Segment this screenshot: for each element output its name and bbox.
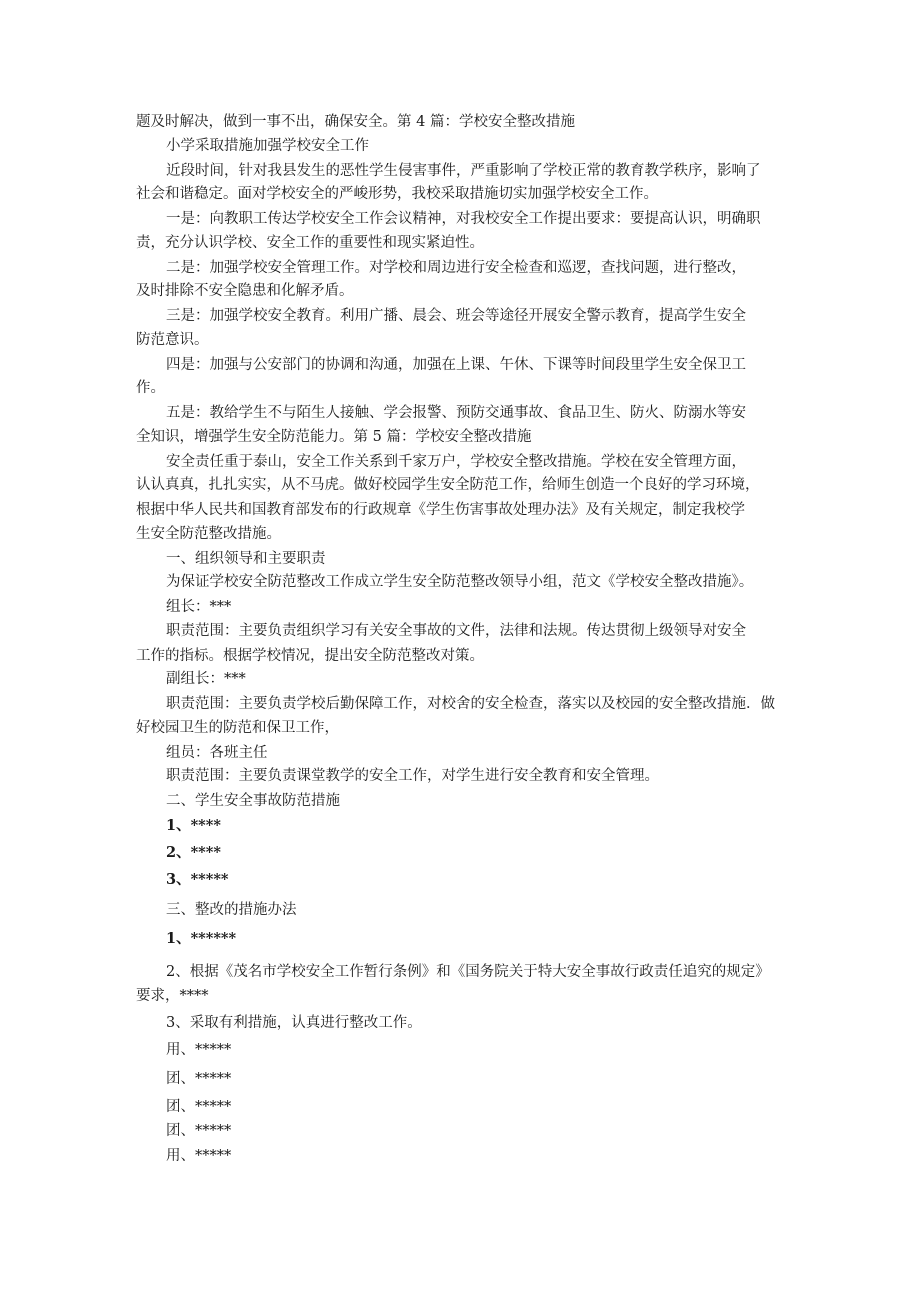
list-item: 2、根据《茂名市学校安全工作暂行条例》和《国务院关于特大安全事故行政责任追究的规定》 [166,964,770,980]
text-line: 组员：各班主任 [166,745,268,761]
text-line: 工作的指标。根据学校情况，提出安全防范整改对策。 [136,648,484,664]
text-line: 职责范围：主要负责组织学习有关安全事故的文件，法律和法规。传达贯彻上级领导对安全 [166,623,746,639]
section-heading: 一、组织领导和主要职责 [166,551,326,567]
text-line: 近段时间，针对我县发生的恶性学生侵害事件，严重影响了学校正常的教育教学秩序，影响了 [166,163,761,179]
text-line: 三是：加强学校安全教育。利用广播、晨会、班会等途径开展安全警示教育，提高学生安全 [166,308,746,324]
text-line: 小学采取措施加强学校安全工作 [166,138,369,154]
text-line: 四是：加强与公安部门的协调和沟通，加强在上课、午休、下课等时间段里学生安全保卫工 [166,357,746,373]
list-item: 1、**** [166,817,221,834]
text-line: 二是：加强学校安全管理工作。对学校和周边进行安全检查和巡逻，查找问题，进行整改， [166,260,746,276]
text-line: 生安全防范整改措施。 [136,526,281,542]
text-line: 职责范围：主要负责学校后勤保障工作，对校舍的安全检查，落实以及校园的安全整改措施．做 [166,696,775,712]
section-heading: 三、整改的措施办法 [166,902,297,918]
text-line: 职责范围：主要负责课堂教学的安全工作，对学生进行安全教育和安全管理。 [166,768,659,784]
text-line: 一是：向教职工传达学校安全工作会议精神，对我校安全工作提出要求：要提高认识，明确职 [166,211,761,227]
text-line: 组长：*** [166,599,232,615]
list-item: 用、***** [166,1148,232,1164]
list-item: 团、***** [166,1123,232,1139]
text-line: 防范意识。 [136,332,209,348]
text-line: 好校园卫生的防范和保卫工作， [136,720,339,736]
list-item: 团、***** [166,1099,232,1115]
text-line: 社会和谐稳定。面对学校安全的严峻形势，我校采取措施切实加强学校安全工作。 [136,186,658,202]
list-item: 3、采取有利措施，认真进行整改工作。 [166,1015,422,1031]
list-item: 2、**** [166,844,221,861]
text-line: 作。 [136,380,165,396]
text-line: 副组长：*** [166,671,246,687]
text-line: 五是：教给学生不与陌生人接触、学会报警、预防交通事故、食品卫生、防火、防溺水等安 [166,405,746,421]
text-line: 安全责任重于泰山，安全工作关系到千家万户，学校安全整改措施。学校在安全管理方面， [166,454,746,470]
list-item: 3、***** [166,871,229,888]
text-line: 根据中华人民共和国教育部发布的行政规章《学生伤害事故处理办法》及有关规定，制定我校学 [136,502,745,518]
text-line: 及时排除不安全隐患和化解矛盾。 [136,283,354,299]
text-line: 要求，**** [136,988,209,1004]
text-line: 责，充分认识学校、安全工作的重要性和现实紧迫性。 [136,235,484,251]
text-line: 为保证学校安全防范整改工作成立学生安全防范整改领导小组，范文《学校安全整改措施》。 [166,574,754,590]
list-item: 用、***** [166,1042,232,1058]
list-item: 1、****** [166,930,237,947]
list-item: 团、***** [166,1071,232,1087]
text-line: 认认真真，扎扎实实，从不马虎。做好校园学生安全防范工作，给师生创造一个良好的学习环境， [136,477,760,493]
text-line: 题及时解决，做到一事不出，确保安全。第 4 篇：学校安全整改措施 [136,114,575,130]
text-line: 全知识，增强学生安全防范能力。第 5 篇：学校安全整改措施 [136,429,532,445]
section-heading: 二、学生安全事故防范措施 [166,793,340,809]
